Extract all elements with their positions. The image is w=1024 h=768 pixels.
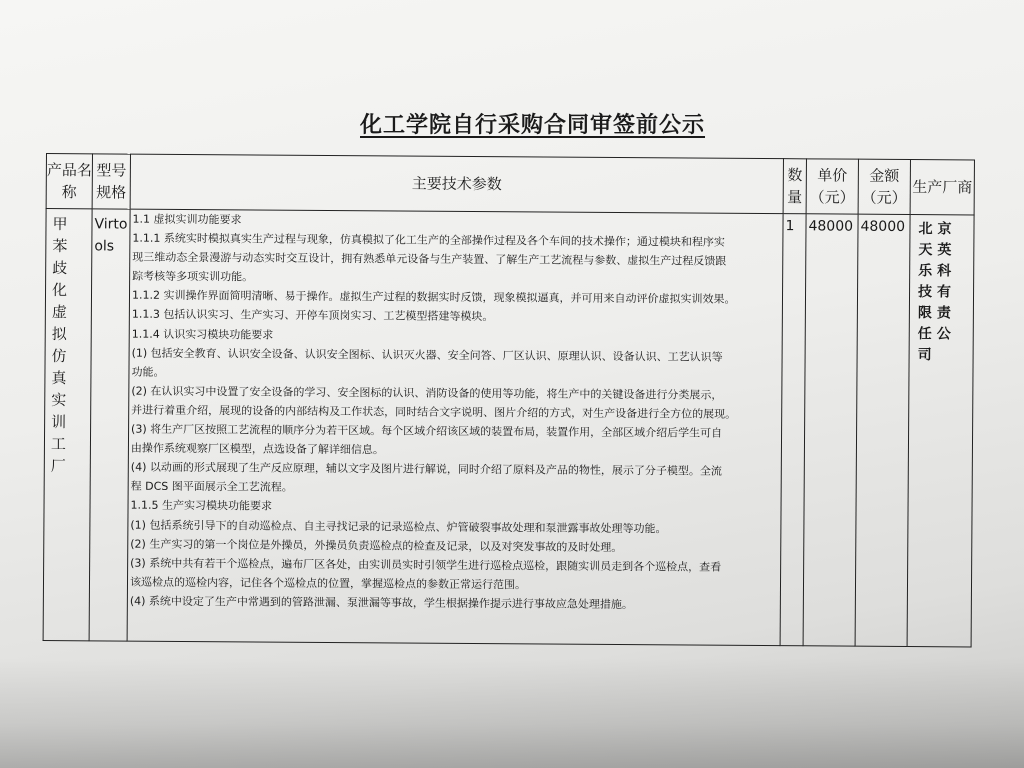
param-line: (2) 在认识实习中设置了安全设备的学习、安全图标的认识、消防设备的使用等功能，将生产中的关键设备进行分类展示， — [131, 384, 723, 402]
param-line: 由操作系统观察厂区模型，点选设备了解详细信息。 — [130, 441, 384, 457]
document-title — [360, 108, 705, 139]
header-product-name: 产品名称 — [46, 154, 92, 209]
param-line: (3) 将生产厂区按照工艺流程的顺序分为若干区域。每个区域介绍该区域的装置布局，装置作用，全部区域介绍后学生可自 — [131, 422, 723, 440]
manufacturer-cell: 北京天英乐科技有限责任公司 — [907, 215, 974, 647]
param-line: 1.1.5 生产实习模块功能要求 — [130, 499, 273, 513]
param-line: (2) 生产实习的第一个岗位是外操员，外操员负责巡检点的检查及记录，以及对突发事故的及时处理。 — [130, 537, 623, 554]
table-row — [43, 209, 974, 647]
quantity-cell: 1 — [780, 214, 806, 646]
param-line: 现三维动态全景漫游与动态实时交互设计，拥有熟悉单元设备与生产装置、了解生产工艺流程与参数、虚拟生产过程反馈跟 — [132, 250, 727, 268]
document-title-text: 化工学院自行采购合同审签前公示 — [360, 112, 706, 138]
param-line: 踪考核等多项实训功能。 — [132, 269, 254, 284]
param-line: 1.1 虚拟实训功能要求 — [132, 212, 242, 227]
amount-cell: 48000 — [855, 214, 910, 646]
table-header-row — [46, 154, 974, 215]
paper-shadow — [0, 658, 1024, 768]
model-cell: Virtools — [89, 209, 130, 641]
param-line: (4) 以动画的形式展现了生产反应原理，辅以文字及图片进行解说，同时介绍了原料及产品的物性，展示了分子模型。全流 — [130, 460, 722, 478]
header-quantity: 数量 — [783, 159, 806, 214]
param-line: 功能。 — [131, 365, 165, 379]
header-params: 主要技术参数 — [130, 154, 783, 214]
param-line: 1.1.2 实训操作界面简明清晰、易于操作。虚拟生产过程的数据实时反馈，现象模拟逼真，并可用来自动评价虚拟实训效果。 — [131, 288, 736, 307]
param-line: 该巡检点的巡检内容，记住各个巡检点的位置，掌握巡检点的参数正常运行范围。 — [129, 575, 527, 592]
product-name-cell: 甲苯歧化虚拟仿真实训工厂 — [43, 209, 92, 641]
param-line: 1.1.4 认识实习模块功能要求 — [131, 327, 274, 342]
header-amount: 金额（元） — [858, 159, 910, 214]
param-line: 程 DCS 图平面展示全工艺流程。 — [130, 479, 293, 495]
param-line: 1.1.3 包括认识实习、生产实习、开停车顶岗实习、工艺模型搭建等模块。 — [131, 308, 494, 324]
param-line: (4) 系统中设定了生产中常遇到的管路泄漏、泵泄漏等事故，学生根据操作提示进行事故应急处理措施。 — [129, 594, 633, 611]
unit-price-cell: 48000 — [803, 214, 858, 646]
param-line: 1.1.1 系统实时模拟真实生产过程与现象，仿真模拟了化工生产的全部操作过程及各个车间的技术操作；通过模块和程序实 — [132, 231, 725, 249]
params-cell — [127, 209, 783, 646]
param-line: (1) 包括安全教育、认识安全设备、认识安全图标、认识灭火器、安全问答、厂区认识、原理认识、设备认识、工艺认识等 — [131, 346, 723, 364]
param-line: (1) 包括系统引导下的自动巡检点、自主寻找记录的记录巡检点、炉管破裂事故处理和泵泄露事故处理等功能。 — [130, 518, 667, 535]
param-line: 并进行着重介绍，展现的设备的内部结构及工作状态，同时结合文字说明、图片介绍的方式，对生产设备进行全方位的展现。 — [131, 403, 737, 421]
header-model: 型号规格 — [92, 154, 130, 209]
header-unit-price: 单价（元） — [806, 159, 858, 214]
param-line: (3) 系统中共有若干个巡检点，遍布厂区各处，由实训员实时引领学生进行巡检点巡检，跟随实训员走到各个巡检点，查看 — [130, 556, 722, 574]
procurement-table — [43, 153, 975, 647]
header-manufacturer: 生产厂商 — [910, 160, 974, 215]
